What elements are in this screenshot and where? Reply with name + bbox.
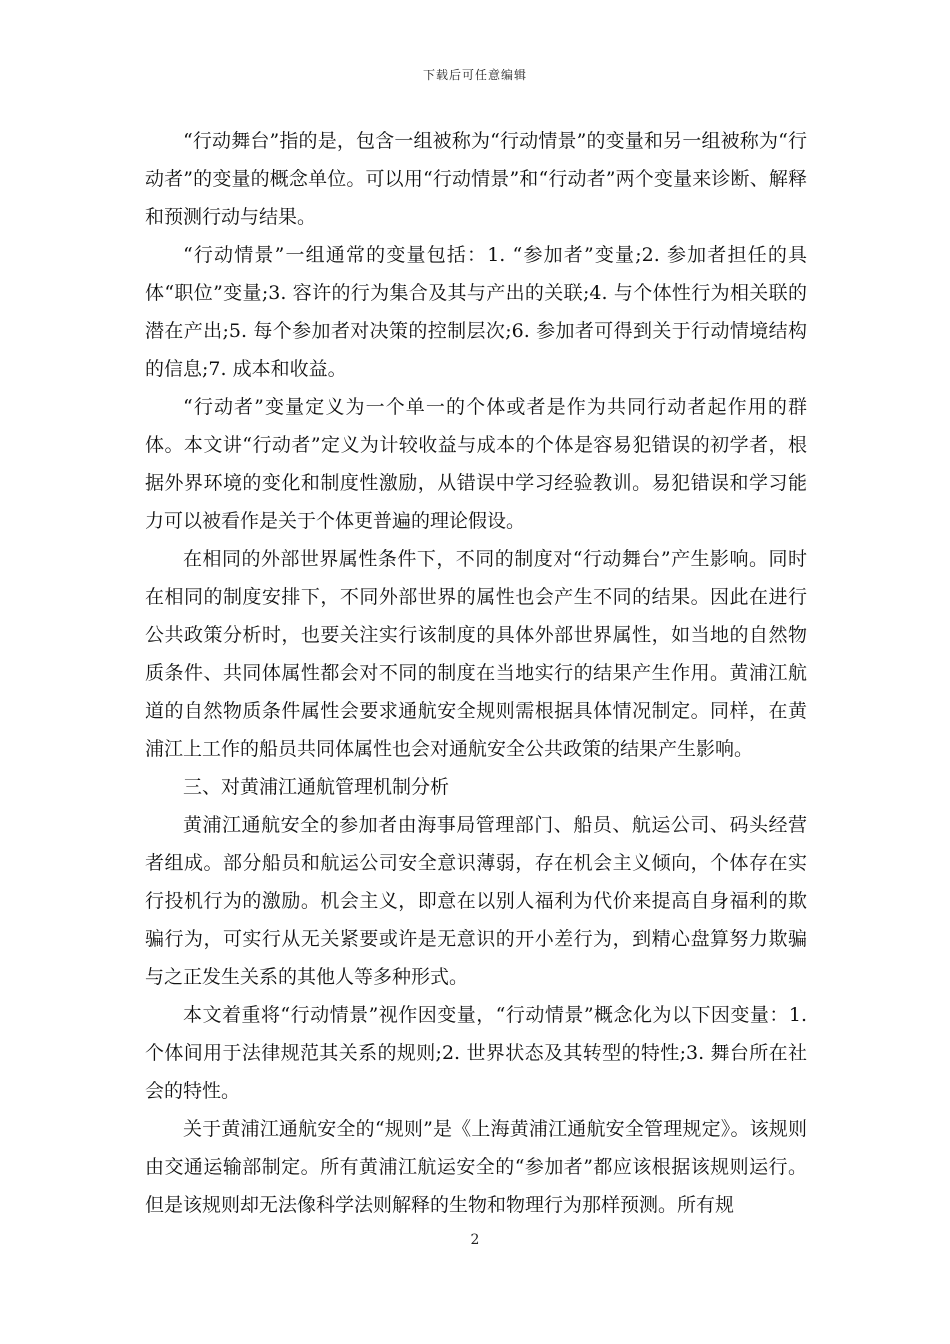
paragraph-dependent-variables: 本文着重将“行动情景”视作因变量，“行动情景”概念化为以下因变量：1. 个体间用于法律规范其关系的规则;2. 世界状态及其转型的特性;3. 舞台所在社会的特性。 bbox=[145, 1004, 807, 1102]
paragraph-actor-variables: “行动者”变量定义为一个单一的个体或者是作为共同行动者起作用的群体。本文讲“行动者”定义为计较收益与成本的个体是容易犯错误的初学者，根据外界环境的变化和制度性激励，从错误中学习经验教训。易犯错误和学习能力可以被看作是关于个体更普遍的理论假设。 bbox=[145, 396, 807, 532]
page-header: 下载后可任意编辑 bbox=[422, 68, 527, 82]
paragraph-external-attributes: 在相同的外部世界属性条件下，不同的制度对“行动舞台”产生影响。同时在相同的制度安排下，不同外部世界的属性也会产生不同的结果。因此在进行公共政策分析时，也要关注实行该制度的具体外部世界属性，如当地的自然物质条件、共同体属性都会对不同的制度在当地实行的结果产生作用。黄浦江航道的自然物质条件属性会要求通航安全规则需根据具体情况制定。同样，在黄浦江上工作的船员共同体属性也会对通航安全公共政策的结果产生影响。 bbox=[145, 548, 807, 760]
body-text bbox=[145, 122, 807, 1224]
paragraph-action-situation-variables: “行动情景”一组通常的变量包括：1. “参加者”变量;2. 参加者担任的具体“职位”变量;3. 容许的行为集合及其与产出的关联;4. 与个体性行为相关联的潜在产出;5. 每个参加者对决策的控制层次;6. 参加者可得到关于行动情境结构的信息;7. 成本和收益。 bbox=[145, 244, 807, 380]
section-heading: 三、对黄浦江通航管理机制分析 bbox=[183, 776, 450, 798]
paragraph-participants: 黄浦江通航安全的参加者由海事局管理部门、船员、航运公司、码头经营者组成。部分船员和航运公司安全意识薄弱，存在机会主义倾向，个体存在实行投机行为的激励。机会主义，即意在以别人福利为代价来提高自身福利的欺骗行为，可实行从无关紧要或许是无意识的开小差行为，到精心盘算努力欺骗与之正发生关系的其他人等多种形式。 bbox=[145, 814, 807, 988]
page-number: 2 bbox=[470, 1232, 480, 1248]
paragraph-action-arena: “行动舞台”指的是，包含一组被称为“行动情景”的变量和另一组被称为“行动者”的变量的概念单位。可以用“行动情景”和“行动者”两个变量来诊断、解释和预测行动与结果。 bbox=[145, 130, 807, 228]
paragraph-rules: 关于黄浦江通航安全的“规则”是《上海黄浦江通航安全管理规定》。该规则由交通运输部制定。所有黄浦江航运安全的“参加者”都应该根据该规则运行。但是该规则却无法像科学法则解释的生物和物理行为那样预测。所有规 bbox=[145, 1118, 807, 1216]
